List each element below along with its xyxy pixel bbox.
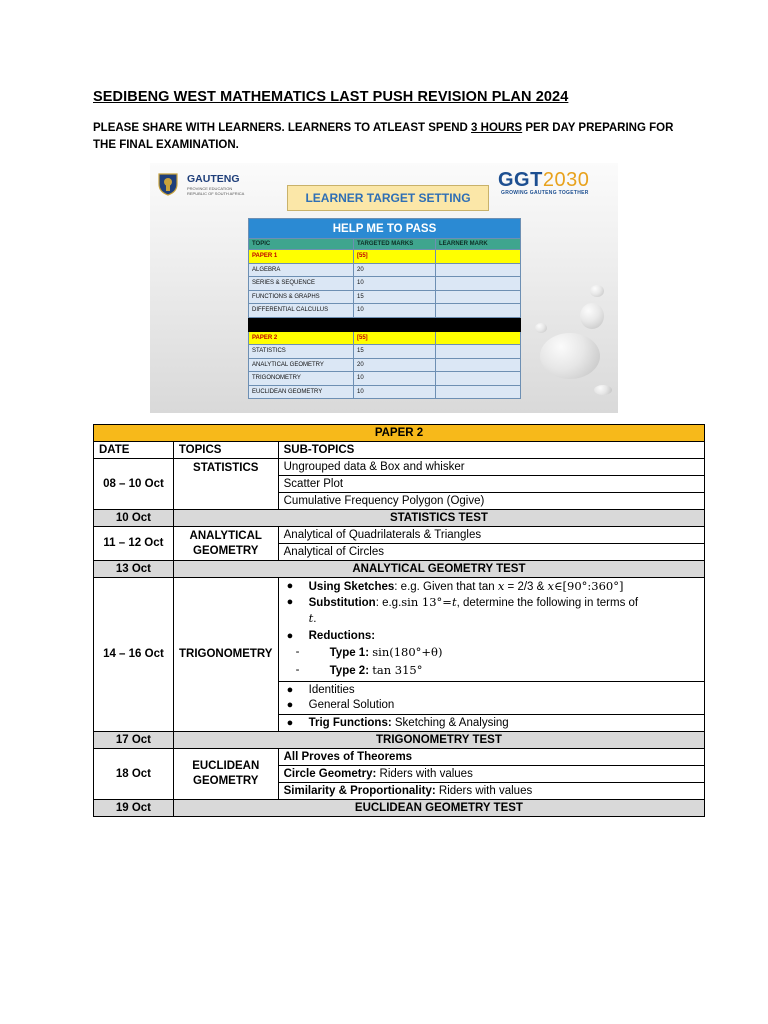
funcs-label: Trig Functions: bbox=[308, 716, 392, 729]
help-learner bbox=[436, 263, 521, 277]
stats-subtopic: Scatter Plot bbox=[278, 476, 704, 493]
ag-test-label: ANALYTICAL GEOMETRY TEST bbox=[173, 561, 704, 578]
type1-label: Type 1: bbox=[329, 647, 370, 659]
eg-subtopic-similarity bbox=[278, 783, 704, 800]
help-learner bbox=[436, 304, 521, 318]
paper2-marks: [55] bbox=[354, 331, 436, 345]
help-marks: 20 bbox=[354, 358, 436, 372]
help-learner bbox=[436, 372, 521, 386]
general-solution-item bbox=[284, 698, 699, 713]
paper2-label: PAPER 2 bbox=[249, 331, 354, 345]
trig-functions-block bbox=[278, 715, 704, 732]
stats-subtopic: Ungrouped data & Box and whisker bbox=[278, 459, 704, 476]
intro-hours: 3 HOURS bbox=[471, 122, 523, 134]
document-title: SEDIBENG WEST MATHEMATICS LAST PUSH REVISION PLAN 2024 bbox=[93, 89, 569, 105]
subst-text: : e.g. bbox=[375, 597, 402, 609]
sketch-x: x bbox=[497, 579, 505, 593]
eg-date: 18 Oct bbox=[94, 749, 174, 800]
type1-item bbox=[284, 644, 699, 662]
identities-item bbox=[284, 683, 699, 698]
stats-topic: STATISTICS bbox=[173, 459, 278, 510]
learner-target-poster bbox=[150, 163, 618, 413]
circle-text: Riders with values bbox=[376, 767, 473, 780]
help-marks: 10 bbox=[354, 277, 436, 291]
funcs-text: Sketching & Analysing bbox=[391, 716, 509, 729]
sketch-eq: = 2/3 & bbox=[504, 581, 548, 593]
stats-date: 08 – 10 Oct bbox=[94, 459, 174, 510]
help-learner bbox=[436, 385, 521, 399]
help-marks: 20 bbox=[354, 263, 436, 277]
paper2-learner bbox=[436, 331, 521, 345]
ag-topic: ANALYTICAL GEOMETRY bbox=[173, 527, 278, 561]
help-topic: ALGEBRA bbox=[249, 263, 354, 277]
water-drop bbox=[590, 285, 604, 297]
target-setting-banner: LEARNER TARGET SETTING bbox=[287, 185, 489, 211]
help-topic: FUNCTIONS & GRAPHS bbox=[249, 290, 354, 304]
similarity-label: Similarity & Proportionality: bbox=[283, 784, 436, 797]
stats-subtopic: Cumulative Frequency Polygon (Ogive) bbox=[278, 493, 704, 510]
help-marks: 15 bbox=[354, 290, 436, 304]
subst-rest: , determine the following in terms of bbox=[456, 597, 639, 609]
help-marks: 15 bbox=[354, 345, 436, 359]
help-me-to-pass-table bbox=[248, 218, 521, 399]
trig-date: 14 – 16 Oct bbox=[94, 578, 174, 732]
type2-label: Type 2: bbox=[329, 665, 370, 677]
subst-t: t bbox=[451, 595, 457, 609]
subst-math: sin 13°= bbox=[401, 595, 452, 609]
help-learner bbox=[436, 345, 521, 359]
sketch-text: : e.g. Given that tan bbox=[394, 581, 498, 593]
help-col-learner: LEARNER MARK bbox=[436, 239, 521, 250]
similarity-text: Riders with values bbox=[435, 784, 533, 797]
col-subtopics: SUB-TOPICS bbox=[278, 442, 704, 459]
sketch-x2: x bbox=[547, 579, 554, 593]
stats-test-date: 10 Oct bbox=[94, 510, 174, 527]
eg-test-date: 19 Oct bbox=[94, 800, 174, 817]
ag-subtopic: Analytical of Quadrilaterals & Triangles bbox=[278, 527, 704, 544]
help-col-targeted: TARGETED MARKS bbox=[354, 239, 436, 250]
help-topic: TRIGONOMETRY bbox=[249, 372, 354, 386]
help-topic: SERIES & SEQUENCE bbox=[249, 277, 354, 291]
paper1-marks: [55] bbox=[354, 250, 436, 264]
type2-item bbox=[284, 662, 699, 680]
help-col-topic: TOPIC bbox=[249, 239, 354, 250]
trig-reductions-item bbox=[284, 629, 699, 644]
paper1-label: PAPER 1 bbox=[249, 250, 354, 264]
help-marks: 10 bbox=[354, 385, 436, 399]
help-marks: 10 bbox=[354, 372, 436, 386]
help-learner bbox=[436, 290, 521, 304]
bullet-icon: ● bbox=[286, 596, 294, 608]
trig-topic: TRIGONOMETRY bbox=[173, 578, 278, 732]
col-date: DATE bbox=[94, 442, 174, 459]
sketch-label: Using Sketches bbox=[308, 581, 395, 593]
dash-icon: - bbox=[295, 664, 300, 676]
trig-identities-block bbox=[278, 682, 704, 715]
trig-subst-item bbox=[284, 595, 699, 627]
paper1-learner bbox=[436, 250, 521, 264]
help-learner bbox=[436, 358, 521, 372]
trig-subtopics-block bbox=[278, 578, 704, 682]
sketch-range: ∈[90°:360°] bbox=[554, 579, 624, 593]
subst-end: . bbox=[313, 613, 317, 625]
dash-icon: - bbox=[295, 646, 300, 658]
ggt-logo-num: 2030 bbox=[542, 169, 590, 191]
reductions-label: Reductions: bbox=[308, 630, 376, 642]
help-topic: STATISTICS bbox=[249, 345, 354, 359]
help-table-title: HELP ME TO PASS bbox=[249, 219, 521, 239]
water-drop bbox=[580, 303, 604, 329]
help-topic: EUCLIDEAN GEOMETRY bbox=[249, 385, 354, 399]
ag-test-date: 13 Oct bbox=[94, 561, 174, 578]
subst-t2: t bbox=[308, 611, 314, 625]
ggt-logo-subtext: GROWING GAUTENG TOGETHER bbox=[501, 190, 589, 196]
trig-test-label: TRIGONOMETRY TEST bbox=[173, 732, 704, 749]
separator-row bbox=[249, 317, 521, 331]
ggt-logo bbox=[498, 169, 589, 192]
help-learner bbox=[436, 277, 521, 291]
intro-after: PER DAY PREPARING FOR THE FINAL EXAMINATION. bbox=[93, 122, 674, 151]
type1-math: sin(180°+θ) bbox=[372, 645, 443, 659]
intro-before: PLEASE SHARE WITH LEARNERS. LEARNERS TO ATLEAST SPEND bbox=[93, 122, 472, 134]
ag-date: 11 – 12 Oct bbox=[94, 527, 174, 561]
help-topic: DIFFERENTIAL CALCULUS bbox=[249, 304, 354, 318]
paper2-header: PAPER 2 bbox=[94, 425, 705, 442]
trig-functions-item bbox=[284, 716, 699, 731]
col-topics: TOPICS bbox=[173, 442, 278, 459]
trig-sketch-item bbox=[284, 579, 699, 595]
gauteng-logo-text: GAUTENG bbox=[187, 173, 240, 185]
stats-test-label: STATISTICS TEST bbox=[173, 510, 704, 527]
help-marks: 10 bbox=[354, 304, 436, 318]
circle-label: Circle Geometry: bbox=[283, 767, 377, 780]
eg-subtopic-proofs: All Proves of Theorems bbox=[278, 749, 704, 766]
subst-label: Substitution bbox=[308, 597, 376, 609]
ag-subtopic: Analytical of Circles bbox=[278, 544, 704, 561]
bullet-icon: ● bbox=[286, 580, 294, 592]
bullet-icon: ● bbox=[286, 684, 294, 696]
help-topic: ANALYTICAL GEOMETRY bbox=[249, 358, 354, 372]
bullet-icon: ● bbox=[286, 699, 294, 711]
trig-test-date: 17 Oct bbox=[94, 732, 174, 749]
ggt-logo-main: GGT bbox=[498, 169, 543, 191]
water-drop bbox=[535, 323, 547, 333]
eg-subtopic-circle bbox=[278, 766, 704, 783]
gauteng-emblem-icon bbox=[157, 172, 179, 196]
type2-math: tan 315° bbox=[372, 663, 423, 677]
gauteng-logo-subtext: PROVINCE EDUCATION REPUBLIC OF SOUTH AFRICA bbox=[187, 186, 245, 196]
water-drop bbox=[594, 385, 612, 395]
general-solution-text: General Solution bbox=[308, 699, 395, 711]
intro-text bbox=[93, 120, 693, 153]
eg-test-label: EUCLIDEAN GEOMETRY TEST bbox=[173, 800, 704, 817]
identities-text: Identities bbox=[308, 684, 355, 696]
water-drop bbox=[540, 333, 600, 379]
revision-schedule-table bbox=[93, 424, 705, 817]
bullet-icon: ● bbox=[286, 716, 294, 729]
eg-topic: EUCLIDEAN GEOMETRY bbox=[173, 749, 278, 800]
bullet-icon: ● bbox=[286, 630, 294, 642]
